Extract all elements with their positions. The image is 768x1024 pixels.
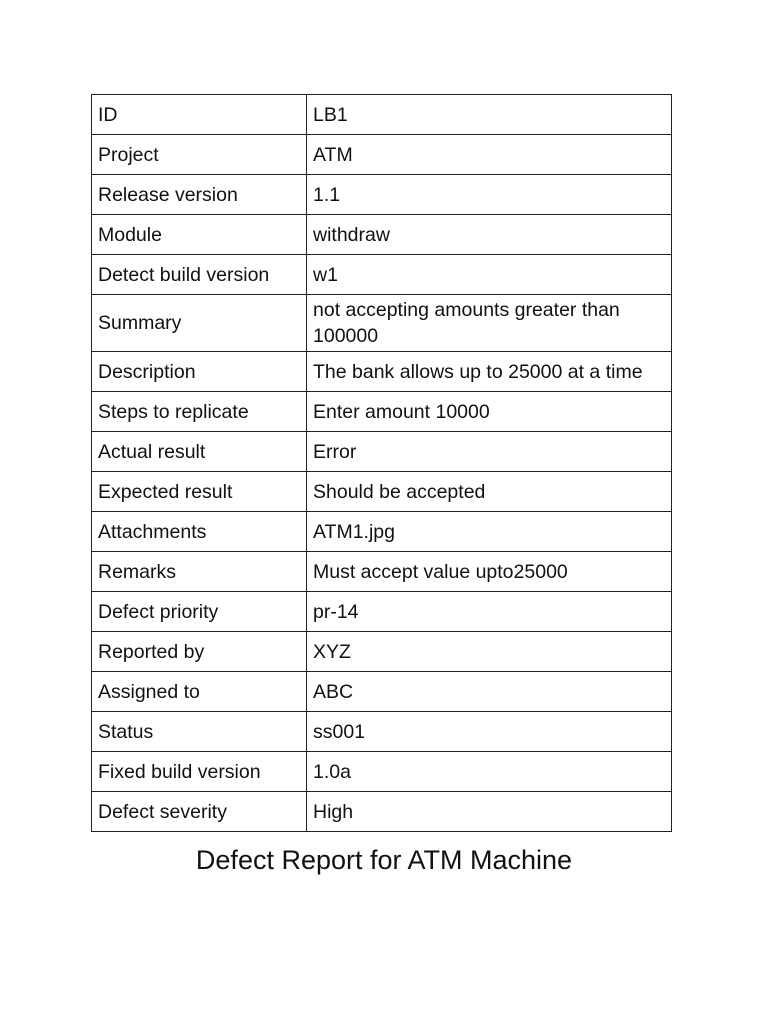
field-label: Attachments — [92, 512, 307, 552]
defect-report-table — [91, 94, 672, 832]
table-row — [92, 255, 672, 295]
field-label: Project — [92, 135, 307, 175]
field-value: pr-14 — [307, 592, 672, 632]
field-label: Module — [92, 215, 307, 255]
field-label: Assigned to — [92, 672, 307, 712]
table-row — [92, 632, 672, 672]
table-row — [92, 552, 672, 592]
field-label: Defect severity — [92, 792, 307, 832]
field-value: The bank allows up to 25000 at a time — [307, 352, 672, 392]
table-row — [92, 95, 672, 135]
field-value: Error — [307, 432, 672, 472]
field-label: Steps to replicate — [92, 392, 307, 432]
field-value: High — [307, 792, 672, 832]
field-value: Enter amount 10000 — [307, 392, 672, 432]
field-value: ABC — [307, 672, 672, 712]
field-value: ATM1.jpg — [307, 512, 672, 552]
field-value: XYZ — [307, 632, 672, 672]
table-row — [92, 712, 672, 752]
field-label: Release version — [92, 175, 307, 215]
field-value: Should be accepted — [307, 472, 672, 512]
field-label: Status — [92, 712, 307, 752]
table-row — [92, 752, 672, 792]
field-value: ATM — [307, 135, 672, 175]
field-label: ID — [92, 95, 307, 135]
table-row — [92, 215, 672, 255]
field-value: withdraw — [307, 215, 672, 255]
field-value: ss001 — [307, 712, 672, 752]
table-row — [92, 295, 672, 352]
table-row — [92, 592, 672, 632]
table-row — [92, 352, 672, 392]
table-row — [92, 792, 672, 832]
field-value: Must accept value upto25000 — [307, 552, 672, 592]
field-label: Detect build version — [92, 255, 307, 295]
table-row — [92, 472, 672, 512]
field-label: Reported by — [92, 632, 307, 672]
field-label: Fixed build version — [92, 752, 307, 792]
field-label: Remarks — [92, 552, 307, 592]
table-row — [92, 175, 672, 215]
field-value: 1.0a — [307, 752, 672, 792]
field-label: Description — [92, 352, 307, 392]
field-label: Summary — [92, 295, 307, 352]
field-value: w1 — [307, 255, 672, 295]
table-row — [92, 672, 672, 712]
field-value: LB1 — [307, 95, 672, 135]
field-label: Expected result — [92, 472, 307, 512]
table-row — [92, 512, 672, 552]
field-label: Actual result — [92, 432, 307, 472]
field-value: not accepting amounts greater than 100000 — [307, 295, 672, 352]
field-value: 1.1 — [307, 175, 672, 215]
field-label: Defect priority — [92, 592, 307, 632]
table-row — [92, 135, 672, 175]
table-row — [92, 392, 672, 432]
report-caption: Defect Report for ATM Machine — [195, 845, 573, 875]
table-row — [92, 432, 672, 472]
